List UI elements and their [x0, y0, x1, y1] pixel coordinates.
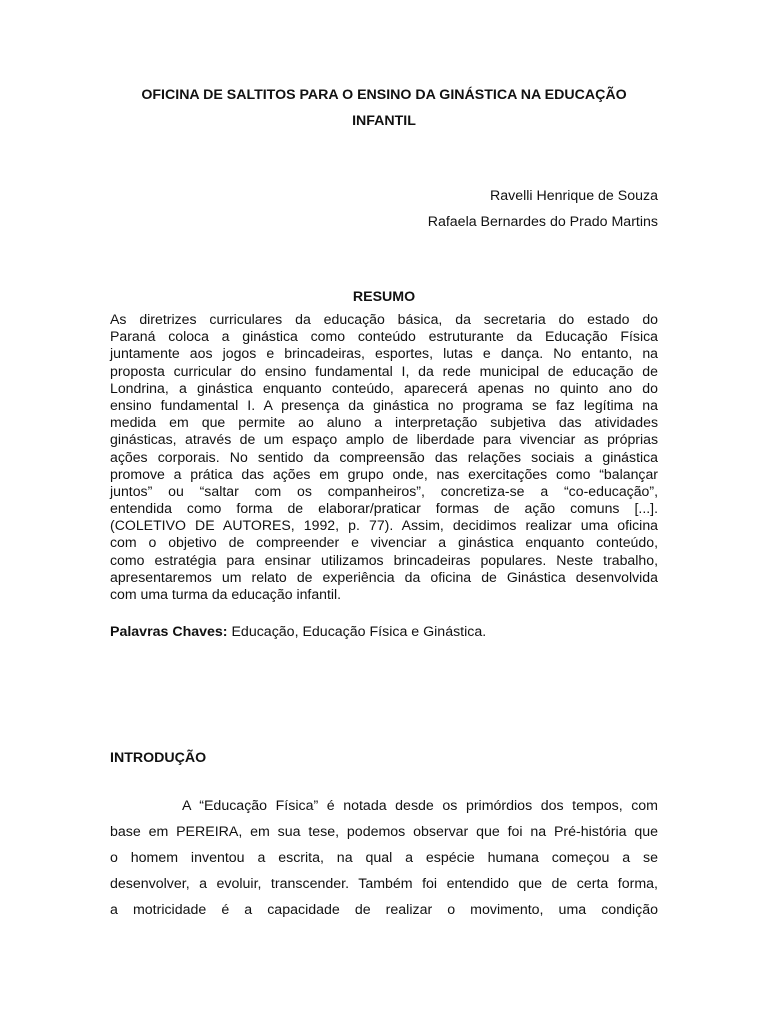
abstract-line: ações corporais. No sentido da compreensão das relações sociais a ginástica [110, 448, 658, 465]
abstract-heading: RESUMO [352, 289, 416, 305]
introduction-line: A “Educação Física” é notada desde os primórdios dos tempos, com [182, 798, 658, 814]
keywords-label: Palavras Chaves: [110, 624, 228, 640]
abstract-line: medida em que permite ao aluno a interpretação subjetiva das atividades [110, 414, 658, 431]
abstract-body [110, 311, 658, 603]
abstract-line: apresentaremos um relato de experiência da oficina de Ginástica desenvolvida [110, 568, 658, 585]
abstract-line: (COLETIVO DE AUTORES, 1992, p. 77). Assim, decidimos realizar uma oficina [110, 517, 658, 534]
keywords [110, 622, 486, 642]
abstract-line: entendida como forma de elaborar/praticar formas de ação comuns [...]. [110, 500, 658, 517]
document-title-line-2: INFANTIL [352, 113, 416, 129]
author-name: Rafaela Bernardes do Prado Martins [427, 214, 658, 230]
introduction-line: desenvolver, a evoluir, transcender. Também foi entendido que de certa forma, [110, 876, 658, 892]
abstract-line: promove a prática das ações em grupo onde, nas exercitações como “balançar [110, 465, 658, 482]
abstract-line: juntos” ou “saltar com os companheiros”, concretiza-se a “co-educação”, [110, 482, 658, 499]
document-title-line-1: OFICINA DE SALTITOS PARA O ENSINO DA GINÁSTICA NA EDUCAÇÃO [141, 87, 627, 103]
keywords-text: Educação, Educação Física e Ginástica. [227, 624, 487, 640]
introduction-line: o homem inventou a escrita, na qual a espécie humana começou a se [110, 850, 658, 866]
abstract-line: Londrina, a ginástica enquanto conteúdo, aparecerá apenas no quinto ano do [110, 379, 658, 396]
abstract-line: juntamente aos jogos e brincadeiras, esportes, lutas e dança. No entanto, na [110, 345, 658, 362]
abstract-line: com o objetivo de compreender e vivenciar a ginástica enquanto conteúdo, [110, 534, 658, 551]
introduction-line: base em PEREIRA, em sua tese, podemos observar que foi na Pré-história que [110, 824, 658, 840]
abstract-line: ginásticas, através de um espaço amplo de liberdade para vivenciar as próprias [110, 431, 658, 448]
abstract-line: Paraná coloca a ginástica como conteúdo estruturante da Educação Física [110, 328, 658, 345]
abstract-line: As diretrizes curriculares da educação básica, da secretaria do estado do [110, 311, 658, 327]
author-name: Ravelli Henrique de Souza [490, 188, 658, 204]
abstract-line: ensino fundamental I. A presença da ginástica no programa se faz legítima na [110, 396, 658, 413]
introduction-body [110, 796, 658, 926]
introduction-line: a motricidade é a capacidade de realizar o movimento, uma condição [110, 902, 658, 918]
abstract-line: como estratégia para ensinar utilizamos brincadeiras populares. Neste trabalho, [110, 551, 658, 568]
abstract-line: com uma turma da educação infantil. [110, 586, 342, 602]
introduction-heading: INTRODUÇÃO [110, 750, 207, 766]
abstract-line: proposta curricular do ensino fundamental I, da rede municipal de educação de [110, 362, 658, 379]
